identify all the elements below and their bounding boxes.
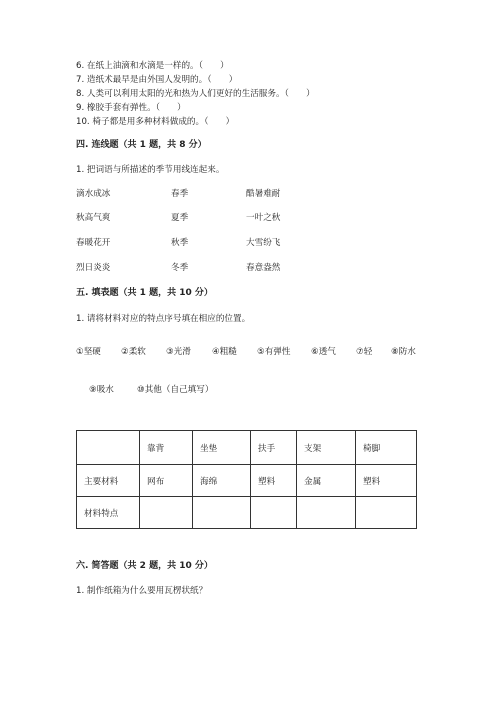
match-left-item: 春暖花开 <box>76 238 111 248</box>
option-item: ⑧防水 <box>391 347 416 357</box>
match-right-item: 春意盎然 <box>246 263 281 273</box>
table-header-row <box>77 431 417 465</box>
table-cell: 塑料 <box>356 465 417 497</box>
match-season-item: 春季 <box>171 189 189 199</box>
option-item: ②柔软 <box>121 347 146 357</box>
option-item: ④粗糙 <box>212 347 237 357</box>
option-item: ⑦轻 <box>356 347 373 357</box>
judgement-item-7: 7. 造纸术最早是由外国人发明的。（ ） <box>76 75 238 85</box>
table-row <box>77 465 417 497</box>
match-season-item: 夏季 <box>171 213 189 223</box>
match-left-item: 秋高气爽 <box>76 213 111 223</box>
match-right-item: 大雪纷飞 <box>246 238 281 248</box>
option-item: ⑤有弹性 <box>257 347 291 357</box>
judgement-item-8: 8. 人类可以利用太阳的光和热为人们更好的生活服务。（ ） <box>76 89 315 99</box>
table-row-label: 主要材料 <box>77 465 140 497</box>
materials-table <box>76 430 417 529</box>
section-6-heading: 六. 简答题（共 2 题，共 10 分） <box>76 561 213 571</box>
section-4-heading: 四. 连线题（共 1 题，共 8 分） <box>76 140 207 150</box>
table-cell <box>356 497 417 529</box>
table-cell <box>140 497 193 529</box>
section-4-question: 1. 把词语与所描述的季节用线连起来。 <box>76 165 225 175</box>
section-5-heading: 五. 填表题（共 1 题，共 10 分） <box>76 288 213 298</box>
option-item: ⑩其他（自己填写） <box>137 385 214 395</box>
table-header-cell: 支架 <box>297 431 356 465</box>
table-row <box>77 497 417 529</box>
match-right-item: 酷暑难耐 <box>246 189 281 199</box>
table-cell: 金属 <box>297 465 356 497</box>
match-season-item: 冬季 <box>171 263 189 273</box>
section-6-question: 1. 制作纸箱为什么要用瓦楞状纸？ <box>76 586 208 596</box>
judgement-item-10: 10. 椅子都是用多种材料做成的。（ ） <box>76 117 235 127</box>
option-item: ⑥透气 <box>311 347 336 357</box>
table-header-cell: 扶手 <box>251 431 297 465</box>
judgement-item-9: 9. 橡胶手套有弹性。（ ） <box>76 103 186 113</box>
match-right-item: 一叶之秋 <box>246 213 281 223</box>
section-5-question: 1. 请将材料对应的特点序号填在相应的位置。 <box>76 314 251 324</box>
match-left-item: 滴水成冰 <box>76 189 111 199</box>
table-row-label: 材料特点 <box>77 497 140 529</box>
judgement-item-6: 6. 在纸上油滴和水滴是一样的。（ ） <box>76 61 229 71</box>
table-cell <box>251 497 297 529</box>
match-left-item: 烈日炎炎 <box>76 263 111 273</box>
table-cell: 海绵 <box>193 465 251 497</box>
table-header-cell: 椅脚 <box>356 431 417 465</box>
option-item: ③光滑 <box>166 347 191 357</box>
table-cell <box>193 497 251 529</box>
table-cell: 网布 <box>140 465 193 497</box>
option-item: ①坚硬 <box>76 347 101 357</box>
table-corner-cell <box>77 431 140 465</box>
table-cell <box>297 497 356 529</box>
table-header-cell: 靠背 <box>140 431 193 465</box>
table-cell: 塑料 <box>251 465 297 497</box>
option-item: ⑨吸水 <box>89 385 114 395</box>
table-header-cell: 坐垫 <box>193 431 251 465</box>
match-season-item: 秋季 <box>171 238 189 248</box>
